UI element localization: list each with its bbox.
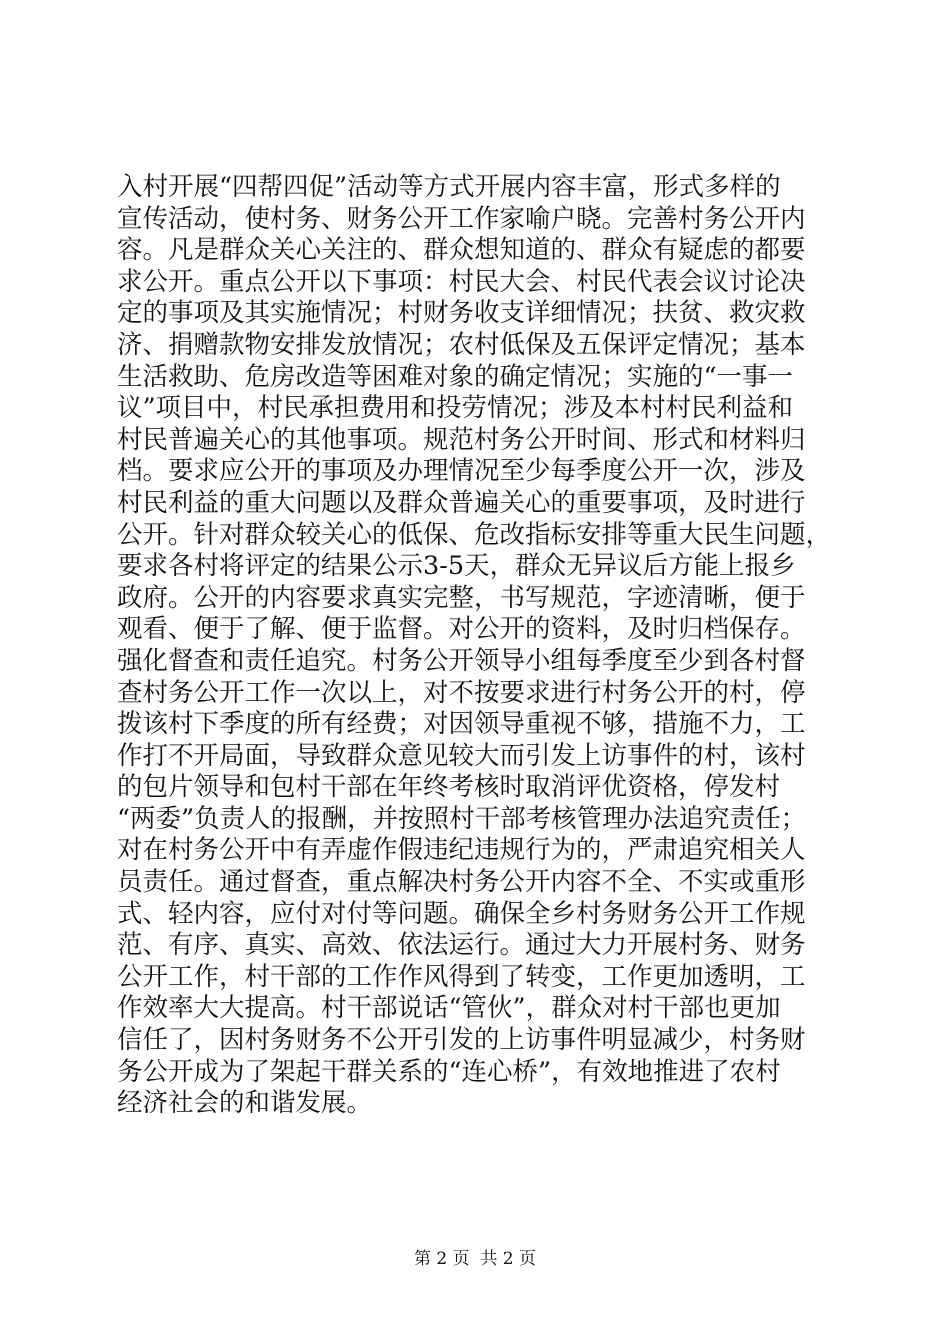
text-line: 容。凡是群众关心关注的、群众想知道的、群众有疑虑的都要 <box>117 235 806 266</box>
text-line: 拨该村下季度的所有经费；对因领导重视不够，措施不力，工 <box>117 709 806 740</box>
text-line: “两委”负责人的报酬，并按照村干部考核管理办法追究责任； <box>117 803 807 834</box>
text-line: 村民利益的重大问题以及群众普遍关心的重要事项，及时进行 <box>117 487 806 518</box>
text-line: 公开。针对群众较关心的低保、危改指标安排等重大民生问题， <box>117 519 832 550</box>
text-line: 查村务公开工作一次以上，对不按要求进行村务公开的村，停 <box>117 677 806 708</box>
text-line: 式、轻内容，应付对付等问题。确保全乡村务财务公开工作规 <box>117 898 806 929</box>
text-line: 定的事项及其实施情况；村财务收支详细情况；扶贫、救灾救 <box>117 298 806 329</box>
text-line: 对在村务公开中有弄虚作假违纪违规行为的，严肃追究相关人 <box>117 835 806 866</box>
text-line: 的包片领导和包村干部在年终考核时取消评优资格，停发村 <box>117 772 781 803</box>
text-line: 村民普遍关心的其他事项。规范村务公开时间、形式和材料归 <box>117 424 806 455</box>
text-line: 强化督查和责任追究。村务公开领导小组每季度至少到各村督 <box>117 645 806 676</box>
text-line: 范、有序、真实、高效、依法运行。通过大力开展村务、财务 <box>117 930 806 961</box>
text-line: 员责任。通过督查，重点解决村务公开内容不全、不实或重形 <box>117 867 806 898</box>
text-line: 公开工作，村干部的工作作风得到了转变，工作更加透明，工 <box>117 961 806 992</box>
text-line: 作打不开局面，导致群众意见较大而引发上访事件的村，该村 <box>117 740 806 771</box>
text-line: 入村开展“四帮四促”活动等方式开展内容丰富，形式多样的 <box>117 172 781 202</box>
page-number: 第 2 页 共 2 页 <box>413 1249 537 1269</box>
body-text <box>117 172 837 1120</box>
text-line: 生活救助、危房改造等困难对象的确定情况；实施的“一事一 <box>117 361 794 392</box>
text-line: 观看、便于了解、便于监督。对公开的资料，及时归档保存。 <box>117 614 806 645</box>
text-line: 作效率大大提高。村干部说话“管伙”，群众对村干部也更加 <box>117 993 781 1024</box>
text-line: 求公开。重点公开以下事项：村民大会、村民代表会议讨论决 <box>117 266 806 297</box>
text-line: 务公开成为了架起干群关系的“连心桥”，有效地推进了农村 <box>117 1056 781 1087</box>
text-line: 济、捐赠款物安排发放情况；农村低保及五保评定情况；基本 <box>117 329 806 360</box>
text-line: 经济社会的和谐发展。 <box>117 1088 373 1119</box>
text-line: 宣传活动，使村务、财务公开工作家喻户晓。完善村务公开内 <box>117 203 806 234</box>
text-line: 档。要求应公开的事项及办理情况至少每季度公开一次，涉及 <box>117 456 806 487</box>
text-line: 要求各村将评定的结果公示3-5天，群众无异议后方能上报乡 <box>117 551 796 582</box>
text-line: 政府。公开的内容要求真实完整，书写规范，字迹清晰，便于 <box>117 582 806 613</box>
page-footer <box>0 1244 950 1269</box>
text-line: 信任了，因村务财务不公开引发的上访事件明显减少，村务财 <box>117 1025 806 1056</box>
text-line: 议”项目中，村民承担费用和投劳情况；涉及本村村民利益和 <box>117 393 794 424</box>
